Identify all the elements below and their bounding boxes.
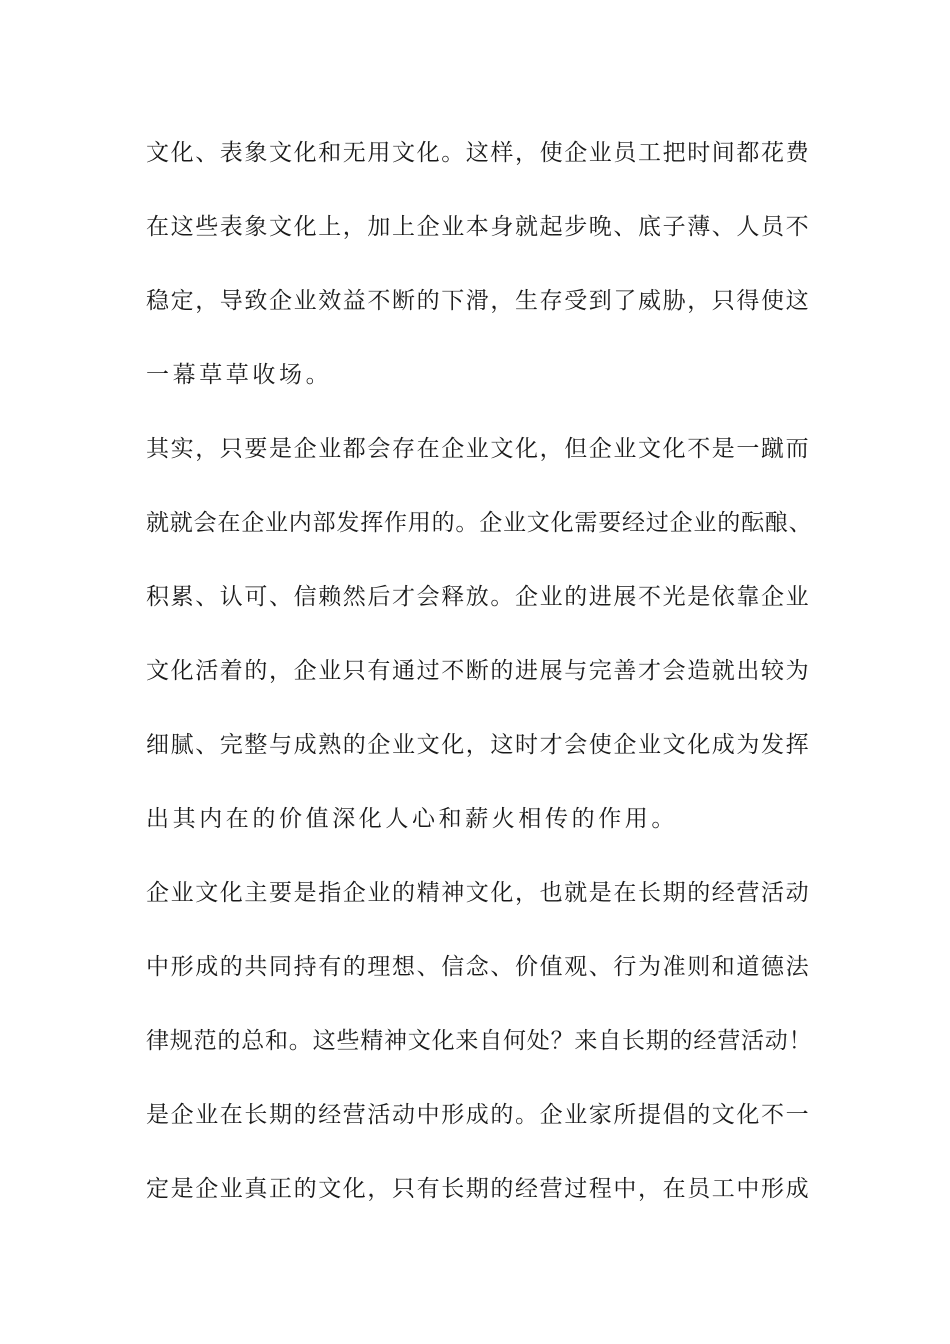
text-line: 企业文化主要是指企业的精神文化，也就是在长期的经营活动 [146, 880, 811, 906]
text-line: 文化活着的，企业只有通过不断的进展与完善才会造就出较为 [146, 658, 811, 684]
text-line: 是企业在长期的经营活动中形成的。企业家所提倡的文化不一 [146, 1102, 811, 1128]
text-line: 其实，只要是企业都会存在企业文化，但企业文化不是一蹴而 [146, 436, 811, 462]
text-line: 中形成的共同持有的理想、信念、价值观、行为准则和道德法 [146, 954, 811, 980]
text-line: 在这些表象文化上，加上企业本身就起步晚、底子薄、人员不 [146, 214, 811, 240]
text-line: 文化、表象文化和无用文化。这样，使企业员工把时间都花费 [146, 140, 811, 166]
text-line: 律规范的总和。这些精神文化来自何处？来自长期的经营活动！ [146, 1028, 813, 1054]
text-line: 一幕草草收场。 [146, 362, 333, 388]
text-line: 出其内在的价值深化人心和薪火相传的作用。 [146, 806, 678, 832]
text-line: 积累、认可、信赖然后才会释放。企业的进展不光是依靠企业 [146, 584, 811, 610]
text-line: 细腻、完整与成熟的企业文化，这时才会使企业文化成为发挥 [146, 732, 811, 758]
text-line: 定是企业真正的文化，只有长期的经营过程中，在员工中形成 [146, 1176, 811, 1202]
text-line: 就就会在企业内部发挥作用的。企业文化需要经过企业的酝酿、 [146, 510, 813, 536]
text-line: 稳定，导致企业效益不断的下滑，生存受到了威胁，只得使这 [146, 288, 811, 314]
